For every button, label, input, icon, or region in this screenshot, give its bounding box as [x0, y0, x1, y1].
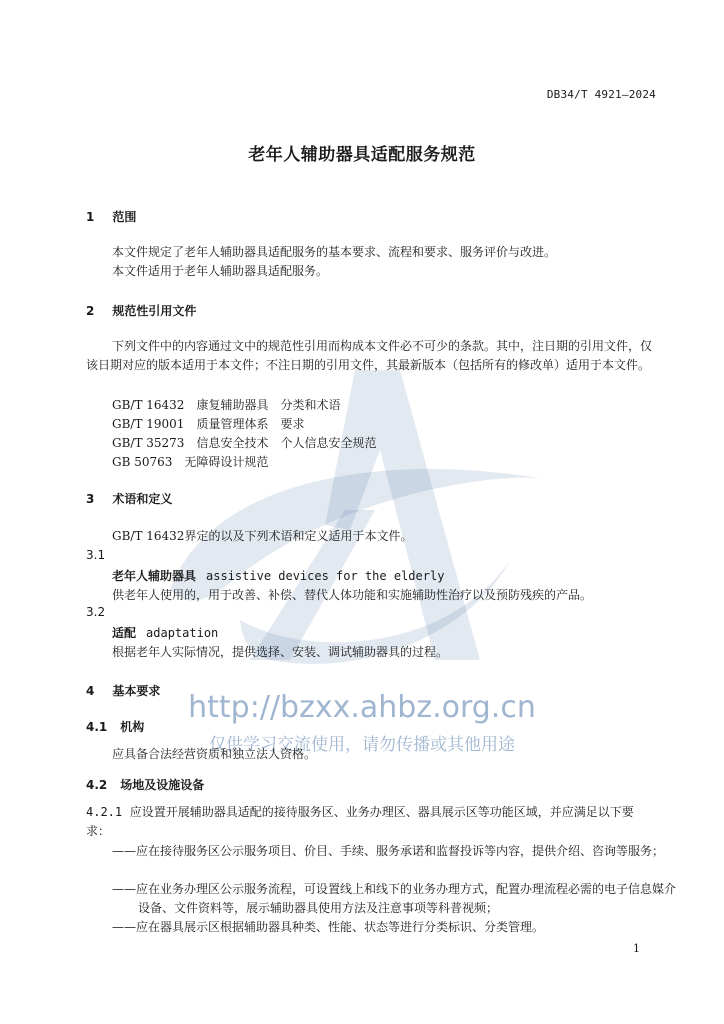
section-number: 4 — [86, 684, 95, 698]
section-title: 术语和定义 — [112, 492, 173, 506]
list-item: ——应在业务办理区公示服务流程，可设置线上和线下的业务办理方式，配置办理流程必需的电子信息媒介设备、文件资料等，展示辅助器具使用方法及注意事项等科普视频； — [112, 882, 677, 915]
term-entry — [112, 567, 444, 584]
document-number: DB34/T 4921—2024 — [546, 88, 656, 101]
page-number: 1 — [633, 942, 640, 955]
section-title: 规范性引用文件 — [112, 304, 197, 318]
paragraph: 下列文件中的内容通过文中的规范性引用而构成本文件必不可少的条款。其中，注日期的引用文件，仅该日期对应的版本适用于本文件；不注日期的引用文件，其最新版本（包括所有的修改单）适用于本文件。 — [86, 339, 653, 372]
section-title: 范围 — [112, 210, 137, 224]
term-number: 3.2 — [86, 605, 106, 619]
subsection-heading-4-1 — [86, 718, 144, 735]
section-heading-3 — [86, 490, 172, 507]
subsection-title: 机构 — [120, 720, 145, 734]
watermark-url: http://bzxx.ahbz.org.cn — [188, 690, 536, 725]
clause-4-2-1 — [86, 803, 656, 841]
section-title: 基本要求 — [112, 684, 161, 698]
paragraph: 本文件适用于老年人辅助器具适配服务。 — [112, 264, 329, 278]
reference-item: GB/T 35273 信息安全技术 个人信息安全规范 — [112, 436, 377, 450]
term-number: 3.1 — [86, 548, 106, 562]
term-zh: 适配 — [112, 626, 137, 640]
reference-item: GB/T 16432 康复辅助器具 分类和术语 — [112, 398, 341, 412]
paragraph: 应具备合法经营资质和独立法人资格。 — [112, 747, 317, 761]
reference-item: GB 50763 无障碍设计规范 — [112, 455, 269, 469]
section-number: 2 — [86, 304, 95, 318]
section-heading-1 — [86, 208, 136, 225]
term-definition: 供老年人使用的，用于改善、补偿、替代人体功能和实施辅助性治疗以及预防残疾的产品。 — [112, 588, 593, 602]
paragraph: GB/T 16432界定的以及下列术语和定义适用于本文件。 — [112, 529, 413, 543]
section-heading-2 — [86, 302, 196, 319]
section-number: 3 — [86, 492, 95, 506]
term-zh: 老年人辅助器具 — [112, 569, 197, 583]
clause-text: 应设置开展辅助器具适配的接待服务区、业务办理区、器具展示区等功能区域，并应满足以下要求： — [86, 805, 634, 838]
watermark-note: 仅供学习交流使用，请勿传播或其他用途 — [209, 735, 515, 755]
list-item: ——应在接待服务区公示服务项目、价目、手续、服务承诺和监督投诉等内容，提供介绍、咨询等服务； — [112, 844, 665, 858]
document-title: 老年人辅助器具适配服务规范 — [248, 145, 476, 165]
reference-item: GB/T 19001 质量管理体系 要求 — [112, 417, 305, 431]
list-item: ——应在器具展示区根据辅助器具种类、性能、状态等进行分类标识、分类管理。 — [112, 920, 545, 934]
term-definition: 根据老年人实际情况，提供选择、安装、调试辅助器具的过程。 — [112, 645, 449, 659]
subsection-number: 4.1 — [86, 720, 108, 734]
term-entry — [112, 624, 218, 641]
subsection-title: 场地及设施设备 — [120, 778, 205, 792]
section-heading-4 — [86, 682, 160, 699]
clause-number: 4.2.1 — [86, 805, 123, 819]
subsection-number: 4.2 — [86, 778, 108, 792]
paragraph: 本文件规定了老年人辅助器具适配服务的基本要求、流程和要求、服务评价与改进。 — [112, 245, 557, 259]
subsection-heading-4-2 — [86, 776, 204, 793]
section-number: 1 — [86, 210, 95, 224]
term-en: adaptation — [146, 626, 219, 640]
term-en: assistive devices for the elderly — [206, 569, 445, 583]
